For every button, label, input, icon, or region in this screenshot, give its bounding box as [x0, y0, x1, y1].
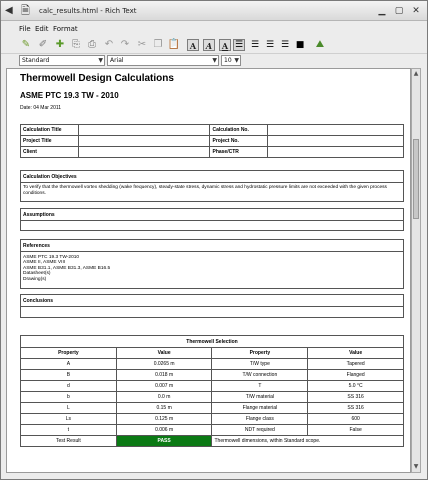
redo-icon[interactable]: ↷ [120, 39, 130, 50]
objectives-section [20, 170, 404, 202]
table-cell: 5.0 °C [308, 381, 404, 392]
thermowell-selection-table [20, 335, 404, 447]
table-cell: T [212, 381, 308, 392]
bold-button[interactable]: A [187, 39, 199, 51]
table-cell: Tapered [308, 359, 404, 370]
style-select-value: Standard [22, 57, 50, 64]
table-cell: Calculation Title [21, 125, 79, 136]
table-cell: Phase/CTR [210, 147, 268, 158]
chevron-down-icon: ▼ [212, 57, 217, 64]
vertical-scrollbar[interactable] [411, 68, 421, 473]
window-menu-icon[interactable]: ◀ [5, 5, 13, 16]
table-cell: 0.007 m [116, 381, 212, 392]
menu-edit[interactable]: Edit [35, 25, 49, 33]
table-cell: False [308, 425, 404, 436]
main-toolbar [1, 36, 427, 54]
table-row [21, 392, 404, 403]
reference-line: ASME II, ASME VIII [23, 260, 66, 266]
justify-icon[interactable]: ☰ [280, 40, 290, 50]
document-date: Date: 04 Mar 2011 [20, 105, 62, 111]
reference-line: ASME PTC 19.3 TW-2010 [23, 255, 80, 260]
open-icon[interactable]: ✎ [21, 39, 31, 50]
insert-image-icon[interactable]: ⛰ [315, 39, 325, 50]
align-right-icon[interactable]: ☰ [265, 40, 275, 50]
table-cell: 0.15 m [116, 403, 212, 414]
assumptions-section [20, 208, 404, 231]
column-header: Value [116, 348, 212, 359]
cut-icon[interactable]: ✂ [137, 39, 147, 50]
menu-format[interactable]: Format [53, 25, 78, 33]
save-icon[interactable]: ⎘ [72, 39, 80, 50]
table-row [21, 414, 404, 425]
conclusions-section [20, 294, 404, 318]
menu-file[interactable]: File [19, 25, 31, 33]
paste-icon[interactable]: 📋 [167, 39, 181, 50]
table-cell: 0.018 m [116, 370, 212, 381]
copy-icon[interactable]: ❐ [153, 39, 163, 50]
scrollbar-thumb[interactable] [413, 139, 419, 219]
table-cell: Calculation No. [210, 125, 268, 136]
table-cell[interactable] [78, 147, 210, 158]
new-document-icon[interactable]: ✚ [55, 39, 65, 50]
section-body [21, 252, 403, 284]
result-label: Test Result [21, 436, 117, 447]
section-body [21, 307, 403, 311]
table-row [21, 359, 404, 370]
table-caption: Thermowell Selection [21, 336, 404, 348]
scroll-down-icon[interactable]: ▼ [413, 463, 419, 470]
table-cell: A [21, 359, 117, 370]
reference-line: Drawing(s) [23, 276, 47, 282]
table-row [21, 136, 404, 147]
maximize-button[interactable]: ▢ [394, 6, 404, 16]
section-body [21, 221, 403, 225]
table-row [21, 370, 404, 381]
table-cell: Flange material [212, 403, 308, 414]
print-icon[interactable]: ⎙ [88, 39, 96, 50]
font-select[interactable] [107, 55, 219, 66]
table-row [21, 425, 404, 436]
table-cell: b [21, 392, 117, 403]
section-heading: Conclusions [21, 295, 403, 307]
table-cell[interactable] [268, 147, 404, 158]
table-cell: T/W material [212, 392, 308, 403]
table-cell: 0.0265 m [116, 359, 212, 370]
table-header-row [21, 348, 404, 359]
table-cell: d [21, 381, 117, 392]
font-select-value: Arial [110, 57, 124, 64]
chevron-down-icon: ▼ [98, 57, 103, 64]
scroll-up-icon[interactable]: ▲ [413, 70, 419, 77]
table-cell: Client [21, 147, 79, 158]
table-row [21, 125, 404, 136]
table-cell: NDT required [212, 425, 308, 436]
window-title: calc_results.html - Rich Text [39, 7, 137, 15]
table-cell: T/W connection [212, 370, 308, 381]
table-cell[interactable] [268, 125, 404, 136]
status-badge: PASS [116, 436, 212, 447]
table-cell[interactable] [78, 136, 210, 147]
table-cell: 0.0 m [116, 392, 212, 403]
status-bar [1, 474, 427, 480]
size-select-value: 10 [224, 57, 232, 64]
page-title: Thermowell Design Calculations [20, 73, 174, 84]
table-cell: T/W type [212, 359, 308, 370]
reference-line: ASME B31.1, ASME B31.3, ASME B16.5 [23, 265, 111, 271]
table-cell: t [21, 425, 117, 436]
table-cell: 0.125 m [116, 414, 212, 425]
table-cell: Flange class [212, 414, 308, 425]
page-subtitle: ASME PTC 19.3 TW - 2010 [20, 91, 119, 100]
table-cell: Ls [21, 414, 117, 425]
color-icon[interactable]: ■ [295, 40, 305, 50]
reference-line: Datasheet(s) [23, 271, 51, 277]
align-center-icon[interactable]: ☰ [250, 40, 260, 50]
section-body: To verify that the thermowell vortex shedding (wake frequency), steady-state stress, dynamic stress and hydrostatic pressure limits are not exceeded with the given process conditions. [23, 185, 387, 196]
app-icon: 🗎 [21, 4, 30, 17]
size-select[interactable] [221, 55, 241, 66]
table-cell: SS 316 [308, 392, 404, 403]
table-row [21, 403, 404, 414]
column-header: Property [212, 348, 308, 359]
close-button[interactable]: ✕ [412, 6, 420, 16]
table-cell: 600 [308, 414, 404, 425]
table-cell[interactable] [78, 125, 210, 136]
table-cell: 0.006 m [116, 425, 212, 436]
undo-icon[interactable]: ↶ [104, 39, 114, 50]
align-left-icon[interactable]: ☰ [234, 40, 244, 50]
style-select[interactable] [19, 55, 105, 66]
section-heading: References [21, 240, 403, 252]
table-row [21, 336, 404, 348]
edit-icon[interactable]: ✐ [38, 39, 48, 50]
table-cell: SS 316 [308, 403, 404, 414]
result-message: Thermowell dimensions, within Standard scope. [212, 436, 404, 447]
italic-button[interactable]: A [203, 39, 215, 51]
menu-bar [1, 22, 427, 36]
references-section [20, 239, 404, 289]
document-editor[interactable] [6, 68, 411, 473]
result-row [21, 436, 404, 447]
table-cell: B [21, 370, 117, 381]
font-bar [1, 55, 427, 67]
chevron-down-icon: ▼ [234, 57, 239, 64]
table-cell: L [21, 403, 117, 414]
section-heading: Assumptions [21, 209, 403, 221]
table-row [21, 147, 404, 158]
section-heading: Calculation Objectives [21, 171, 403, 183]
table-row [21, 381, 404, 392]
table-cell[interactable] [268, 136, 404, 147]
column-header: Value [308, 348, 404, 359]
minimize-button[interactable]: ▁ [378, 6, 386, 16]
table-cell: Project Title [21, 136, 79, 147]
calculation-info-table [20, 124, 404, 158]
column-header: Property [21, 348, 117, 359]
table-cell: Project No. [210, 136, 268, 147]
title-bar [1, 1, 427, 21]
underline-button[interactable]: A [219, 39, 231, 51]
table-cell: Flanged [308, 370, 404, 381]
